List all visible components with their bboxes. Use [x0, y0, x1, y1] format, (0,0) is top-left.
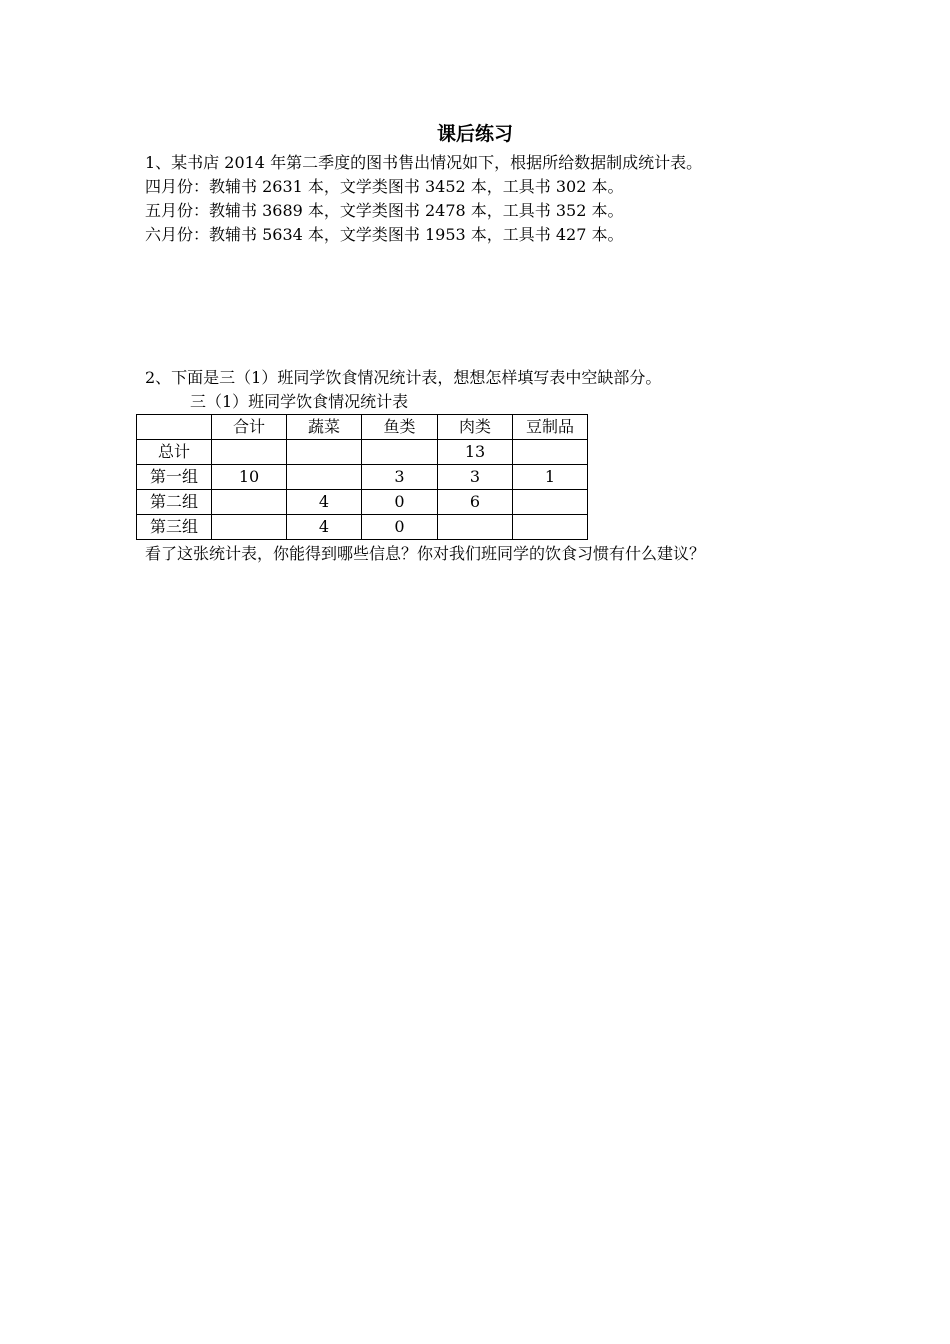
table-cell: 1 — [513, 465, 588, 490]
diet-stats-table — [136, 414, 588, 540]
table-cell: 0 — [362, 490, 438, 515]
header-cell: 豆制品 — [513, 415, 588, 440]
table-cell: 3 — [438, 465, 513, 490]
table-cell — [212, 490, 287, 515]
row-label-cell: 第一组 — [137, 465, 212, 490]
header-cell: 蔬菜 — [287, 415, 362, 440]
table-cell: 6 — [438, 490, 513, 515]
q1-intro: 1、某书店 2014 年第二季度的图书售出情况如下，根据所给数据制成统计表。 — [145, 153, 703, 172]
table-cell — [212, 515, 287, 540]
table-row — [137, 440, 588, 465]
row-label-cell: 总计 — [137, 440, 212, 465]
table-cell: 10 — [212, 465, 287, 490]
table-cell — [513, 490, 588, 515]
table-cell — [212, 440, 287, 465]
row-label-cell: 第二组 — [137, 490, 212, 515]
header-cell: 鱼类 — [362, 415, 438, 440]
table-row — [137, 465, 588, 490]
table-header-row — [137, 415, 588, 440]
q2-intro: 2、下面是三（1）班同学饮食情况统计表，想想怎样填写表中空缺部分。 — [145, 368, 662, 387]
q2-question: 看了这张统计表，你能得到哪些信息？你对我们班同学的饮食习惯有什么建议？ — [145, 544, 706, 563]
header-cell: 肉类 — [438, 415, 513, 440]
table-cell — [513, 440, 588, 465]
table-cell: 0 — [362, 515, 438, 540]
header-cell: 合计 — [212, 415, 287, 440]
table-row — [137, 490, 588, 515]
table-cell — [513, 515, 588, 540]
table-cell — [362, 440, 438, 465]
table-cell: 13 — [438, 440, 513, 465]
table-cell — [438, 515, 513, 540]
table-cell: 4 — [287, 515, 362, 540]
table-row — [137, 515, 588, 540]
q1-line-april: 四月份：教辅书 2631 本，文学类图书 3452 本，工具书 302 本。 — [145, 177, 624, 196]
table-cell: 3 — [362, 465, 438, 490]
table-cell — [287, 465, 362, 490]
q1-line-may: 五月份：教辅书 3689 本，文学类图书 2478 本，工具书 352 本。 — [145, 201, 624, 220]
page-title: 课后练习 — [436, 123, 513, 145]
row-label-cell: 第三组 — [137, 515, 212, 540]
table-caption: 三（1）班同学饮食情况统计表 — [190, 392, 409, 411]
q1-line-june: 六月份：教辅书 5634 本，文学类图书 1953 本，工具书 427 本。 — [145, 225, 624, 244]
table-cell: 4 — [287, 490, 362, 515]
header-cell — [137, 415, 212, 440]
table-cell — [287, 440, 362, 465]
